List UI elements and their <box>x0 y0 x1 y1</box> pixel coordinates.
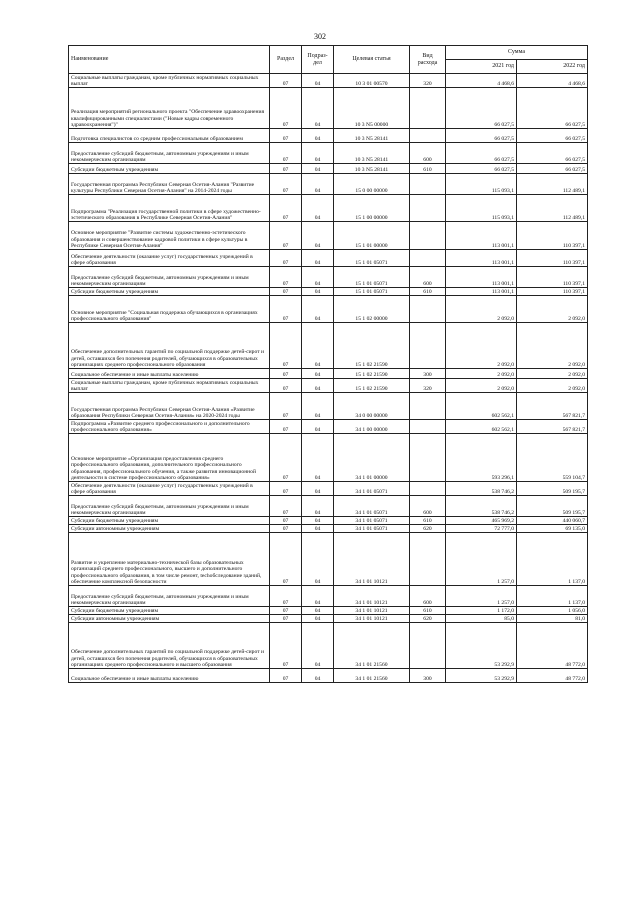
row-subsection: 04 <box>302 222 334 250</box>
row-target: 34 1 01 05071 <box>334 496 410 517</box>
table-row <box>69 615 588 623</box>
row-2022: 509 195,7 <box>517 482 588 496</box>
row-2021: 53 292,9 <box>446 669 517 683</box>
row-2021: 66 027,5 <box>446 143 517 164</box>
table-row <box>69 393 588 420</box>
row-subsection: 04 <box>302 533 334 586</box>
row-target: 34 1 01 05071 <box>334 482 410 496</box>
row-exp-type: 620 <box>410 525 446 533</box>
row-exp-type: 610 <box>410 288 446 296</box>
row-target: 34 1 01 00000 <box>334 434 410 482</box>
row-2022: 2 092,0 <box>517 379 588 393</box>
table-row <box>69 288 588 296</box>
table-row <box>69 195 588 222</box>
row-target: 15 0 00 00000 <box>334 174 410 195</box>
row-2022: 1 137,0 <box>517 533 588 586</box>
row-section: 07 <box>270 174 302 195</box>
row-target: 15 1 01 00000 <box>334 222 410 250</box>
table-row <box>69 129 588 143</box>
row-name: Основное мероприятие «Организация предоставления среднего профессионального образования, дополнительного профессионального образования, профессионального обучения, а также развития инновационной деятельности в системе профессионального образования» <box>69 434 270 482</box>
row-exp-type: 600 <box>410 267 446 288</box>
row-2022: 48 772,0 <box>517 669 588 683</box>
row-2022: 110 397,1 <box>517 250 588 267</box>
row-2022: 440 060,7 <box>517 517 588 525</box>
row-section: 07 <box>270 607 302 615</box>
row-2021: 53 292,9 <box>446 623 517 669</box>
row-2021: 113 001,1 <box>446 250 517 267</box>
row-subsection: 04 <box>302 250 334 267</box>
row-name: Обеспечение деятельности (оказание услуг) государственных учреждений в сфере образования <box>69 250 270 267</box>
row-subsection: 04 <box>302 74 334 88</box>
row-name: Развитие и укрепление материально-технической базы образовательных организаций среднего профессионального, высшего и дополнительного профессионального образования, в том числе ремонт, techобследование зданий, обеспечение комплексной безопасности <box>69 533 270 586</box>
row-name: Предоставление субсидий бюджетным, автономным учреждениям и иным некоммерческим организациям <box>69 496 270 517</box>
row-subsection: 04 <box>302 615 334 623</box>
row-section: 07 <box>270 393 302 420</box>
table-row <box>69 623 588 669</box>
row-subsection: 04 <box>302 323 334 369</box>
row-section: 07 <box>270 586 302 607</box>
row-subsection: 04 <box>302 420 334 434</box>
row-target: 10 3 01 00570 <box>334 74 410 88</box>
row-name: Субсидии бюджетным учреждениям <box>69 607 270 615</box>
row-section: 07 <box>270 143 302 164</box>
row-section: 07 <box>270 250 302 267</box>
table-row <box>69 517 588 525</box>
row-exp-type: 600 <box>410 143 446 164</box>
row-2021: 66 027,5 <box>446 88 517 129</box>
row-target: 15 1 01 05071 <box>334 267 410 288</box>
row-2021: 115 093,1 <box>446 195 517 222</box>
row-name: Основное мероприятие "Социальная поддержка обучающихся в организациях профессионального образования" <box>69 296 270 323</box>
row-subsection: 04 <box>302 296 334 323</box>
row-subsection: 04 <box>302 379 334 393</box>
row-target: 15 1 02 21590 <box>334 323 410 369</box>
row-section: 07 <box>270 533 302 586</box>
row-section: 07 <box>270 164 302 174</box>
row-exp-type: 610 <box>410 607 446 615</box>
row-2021: 66 027,5 <box>446 164 517 174</box>
table-row <box>69 74 588 88</box>
row-name: Обеспечение деятельности (оказание услуг) государственных учреждений в сфере образования <box>69 482 270 496</box>
row-section: 07 <box>270 369 302 379</box>
row-2021: 1 257,0 <box>446 586 517 607</box>
row-name: Государственная программа Республики Северная Осетия-Алания «Развитие образования Республики Северная Осетия-Алания» на 2020-2024 годы <box>69 393 270 420</box>
row-exp-type <box>410 174 446 195</box>
row-exp-type: 610 <box>410 164 446 174</box>
row-name: Субсидии бюджетным учреждениям <box>69 288 270 296</box>
header-section: Раздел <box>270 46 302 74</box>
header-2021: 2021 год <box>446 60 517 74</box>
table-row <box>69 323 588 369</box>
row-target: 15 1 02 21590 <box>334 369 410 379</box>
table-row <box>69 525 588 533</box>
row-2022: 69 135,0 <box>517 525 588 533</box>
row-subsection: 04 <box>302 267 334 288</box>
table-row <box>69 143 588 164</box>
row-target: 10 3 N5 28141 <box>334 129 410 143</box>
row-2022: 110 397,1 <box>517 222 588 250</box>
row-2022: 1 137,0 <box>517 586 588 607</box>
table-row <box>69 496 588 517</box>
row-subsection: 04 <box>302 129 334 143</box>
row-target: 15 1 01 05071 <box>334 288 410 296</box>
row-exp-type: 320 <box>410 74 446 88</box>
row-name: Социальные выплаты гражданам, кроме публичных нормативных социальных выплат <box>69 379 270 393</box>
table-row <box>69 369 588 379</box>
row-name: Социальные выплаты гражданам, кроме публичных нормативных социальных выплат <box>69 74 270 88</box>
row-exp-type <box>410 222 446 250</box>
header-exp-type: Вид расхода <box>410 46 446 74</box>
row-subsection: 04 <box>302 434 334 482</box>
row-2021: 1 172,0 <box>446 607 517 615</box>
row-section: 07 <box>270 615 302 623</box>
table-row <box>69 88 588 129</box>
row-target: 34 1 01 21560 <box>334 669 410 683</box>
row-2021: 72 777,0 <box>446 525 517 533</box>
row-2021: 113 001,1 <box>446 267 517 288</box>
row-section: 07 <box>270 222 302 250</box>
row-subsection: 04 <box>302 669 334 683</box>
row-section: 07 <box>270 623 302 669</box>
row-section: 07 <box>270 74 302 88</box>
row-subsection: 04 <box>302 195 334 222</box>
row-name: Субсидии автономным учреждениям <box>69 525 270 533</box>
row-target: 34 1 01 10121 <box>334 533 410 586</box>
row-2021: 602 562,1 <box>446 393 517 420</box>
row-exp-type <box>410 88 446 129</box>
row-2021: 602 562,1 <box>446 420 517 434</box>
table-row <box>69 222 588 250</box>
row-name: Субсидии бюджетным учреждениям <box>69 517 270 525</box>
row-subsection: 04 <box>302 525 334 533</box>
row-2022: 4 468,6 <box>517 74 588 88</box>
row-2021: 113 001,1 <box>446 222 517 250</box>
row-section: 07 <box>270 496 302 517</box>
row-2021: 66 027,5 <box>446 129 517 143</box>
row-2022: 2 092,0 <box>517 323 588 369</box>
row-2022: 1 056,0 <box>517 607 588 615</box>
row-subsection: 04 <box>302 164 334 174</box>
row-target: 34 1 01 10121 <box>334 607 410 615</box>
row-section: 07 <box>270 88 302 129</box>
row-2022: 2 092,0 <box>517 369 588 379</box>
row-target: 15 1 02 21590 <box>334 379 410 393</box>
row-target: 10 3 N5 28141 <box>334 164 410 174</box>
row-target: 34 1 01 05071 <box>334 517 410 525</box>
table-row <box>69 250 588 267</box>
row-section: 07 <box>270 296 302 323</box>
row-target: 15 1 02 00000 <box>334 296 410 323</box>
row-exp-type: 610 <box>410 517 446 525</box>
row-name: Государственная программа Республики Северная Осетия-Алания "Развитие культуры Республики Северная Осетия-Алания" на 2014-2024 годы <box>69 174 270 195</box>
row-name: Обеспечение дополнительных гарантий по социальной поддержке детей-сирот и детей, оставшихся без попечения родителей, обучающихся в образовательных организациях среднего профессионального образования <box>69 323 270 369</box>
row-exp-type: 300 <box>410 369 446 379</box>
row-target: 34 1 01 10121 <box>334 586 410 607</box>
row-section: 07 <box>270 379 302 393</box>
row-2022: 112 489,1 <box>517 174 588 195</box>
row-exp-type: 600 <box>410 586 446 607</box>
header-sum: Сумма <box>446 46 588 60</box>
row-exp-type <box>410 533 446 586</box>
table-row <box>69 267 588 288</box>
row-subsection: 04 <box>302 88 334 129</box>
table-row <box>69 533 588 586</box>
row-2022: 66 027,5 <box>517 143 588 164</box>
table-row <box>69 482 588 496</box>
row-2021: 2 092,0 <box>446 369 517 379</box>
header-2022: 2022 год <box>517 60 588 74</box>
table-row <box>69 669 588 683</box>
row-2021: 465 969,2 <box>446 517 517 525</box>
row-2021: 113 001,1 <box>446 288 517 296</box>
row-2021: 2 092,0 <box>446 323 517 369</box>
table-row <box>69 434 588 482</box>
row-section: 07 <box>270 482 302 496</box>
row-exp-type: 620 <box>410 615 446 623</box>
row-target: 34 0 00 00000 <box>334 393 410 420</box>
row-2022: 567 821,7 <box>517 420 588 434</box>
header-row <box>69 46 588 60</box>
row-exp-type <box>410 323 446 369</box>
row-subsection: 04 <box>302 393 334 420</box>
row-subsection: 04 <box>302 369 334 379</box>
row-exp-type <box>410 482 446 496</box>
header-subsection: Подраз-дел <box>302 46 334 74</box>
row-exp-type <box>410 420 446 434</box>
row-section: 07 <box>270 129 302 143</box>
row-name: Подпрограмма "Реализация государственной политики в сфере художественно-эстетического образования в Республике Северная Осетия-Алания" <box>69 195 270 222</box>
row-2022: 2 092,0 <box>517 296 588 323</box>
row-name: Социальное обеспечение и иные выплаты населению <box>69 669 270 683</box>
row-2021: 2 092,0 <box>446 296 517 323</box>
row-subsection: 04 <box>302 174 334 195</box>
row-2021: 538 746,2 <box>446 482 517 496</box>
row-exp-type: 320 <box>410 379 446 393</box>
row-2022: 81,0 <box>517 615 588 623</box>
row-2021: 85,0 <box>446 615 517 623</box>
row-2022: 66 027,5 <box>517 129 588 143</box>
row-name: Предоставление субсидий бюджетным, автономным учреждениям и иным некоммерческим организациям <box>69 586 270 607</box>
table-row <box>69 420 588 434</box>
row-2021: 4 468,6 <box>446 74 517 88</box>
row-name: Обеспечение дополнительных гарантий по социальной поддержке детей-сирот и детей, оставшихся без попечения родителей, обучающихся в образовательных организациях среднего профессионального и высшего образования <box>69 623 270 669</box>
row-exp-type <box>410 296 446 323</box>
row-exp-type <box>410 129 446 143</box>
row-name: Субсидии автономным учреждениям <box>69 615 270 623</box>
row-2022: 112 489,1 <box>517 195 588 222</box>
row-exp-type <box>410 623 446 669</box>
row-2021: 115 093,1 <box>446 174 517 195</box>
row-name: Реализация мероприятий регионального проекта "Обеспечение здравоохранения квалифицированными специалистами ("Новые кадры современного здравоохранения")" <box>69 88 270 129</box>
row-section: 07 <box>270 195 302 222</box>
row-2022: 509 195,7 <box>517 496 588 517</box>
row-2022: 110 397,1 <box>517 288 588 296</box>
row-2021: 2 092,0 <box>446 379 517 393</box>
row-section: 07 <box>270 525 302 533</box>
row-name: Предоставление субсидий бюджетным, автономным учреждениям и иным некоммерческим организациям <box>69 143 270 164</box>
row-2022: 66 027,5 <box>517 164 588 174</box>
table-row <box>69 174 588 195</box>
row-target: 34 1 01 10121 <box>334 615 410 623</box>
row-name: Субсидии бюджетным учреждениям <box>69 164 270 174</box>
row-section: 07 <box>270 669 302 683</box>
row-target: 34 1 01 05071 <box>334 525 410 533</box>
table-row <box>69 379 588 393</box>
row-target: 15 1 01 05071 <box>334 250 410 267</box>
row-exp-type: 300 <box>410 669 446 683</box>
row-name: Подготовка специалистов со средним профессиональным образованием <box>69 129 270 143</box>
row-2021: 538 746,2 <box>446 496 517 517</box>
row-name: Предоставление субсидий бюджетным, автономным учреждениям и иным некоммерческим организациям <box>69 267 270 288</box>
row-target: 10 3 N5 00000 <box>334 88 410 129</box>
row-name: Подпрограмма «Развитие среднего профессионального и дополнительного профессионального образования» <box>69 420 270 434</box>
row-exp-type <box>410 195 446 222</box>
budget-table <box>68 45 588 683</box>
row-2021: 1 257,0 <box>446 533 517 586</box>
table-row <box>69 607 588 615</box>
row-exp-type <box>410 434 446 482</box>
row-2021: 593 296,1 <box>446 434 517 482</box>
table-row <box>69 586 588 607</box>
row-target: 15 1 00 00000 <box>334 195 410 222</box>
row-section: 07 <box>270 267 302 288</box>
row-section: 07 <box>270 323 302 369</box>
row-2022: 559 104,7 <box>517 434 588 482</box>
row-section: 07 <box>270 517 302 525</box>
table-row <box>69 164 588 174</box>
row-2022: 48 772,0 <box>517 623 588 669</box>
row-subsection: 04 <box>302 623 334 669</box>
row-2022: 110 397,1 <box>517 267 588 288</box>
header-name: Наименование <box>69 46 270 74</box>
row-subsection: 04 <box>302 517 334 525</box>
row-subsection: 04 <box>302 607 334 615</box>
row-exp-type: 600 <box>410 496 446 517</box>
row-section: 07 <box>270 420 302 434</box>
row-subsection: 04 <box>302 496 334 517</box>
table-row <box>69 296 588 323</box>
row-exp-type <box>410 250 446 267</box>
page-number: 302 <box>314 32 326 41</box>
row-target: 34 1 00 00000 <box>334 420 410 434</box>
row-subsection: 04 <box>302 288 334 296</box>
row-exp-type <box>410 393 446 420</box>
row-target: 34 1 01 21560 <box>334 623 410 669</box>
row-section: 07 <box>270 434 302 482</box>
row-name: Социальное обеспечение и иные выплаты населению <box>69 369 270 379</box>
row-subsection: 04 <box>302 482 334 496</box>
row-name: Основное мероприятие "Развитие системы художественно-эстетического образования и совершенствование кадровой политики в сфере культуры в Республике Северная Осетия-Алания" <box>69 222 270 250</box>
row-section: 07 <box>270 288 302 296</box>
row-target: 10 3 N5 28141 <box>334 143 410 164</box>
header-target: Целевая статья <box>334 46 410 74</box>
row-2022: 567 821,7 <box>517 393 588 420</box>
row-subsection: 04 <box>302 143 334 164</box>
row-2022: 66 027,5 <box>517 88 588 129</box>
row-subsection: 04 <box>302 586 334 607</box>
